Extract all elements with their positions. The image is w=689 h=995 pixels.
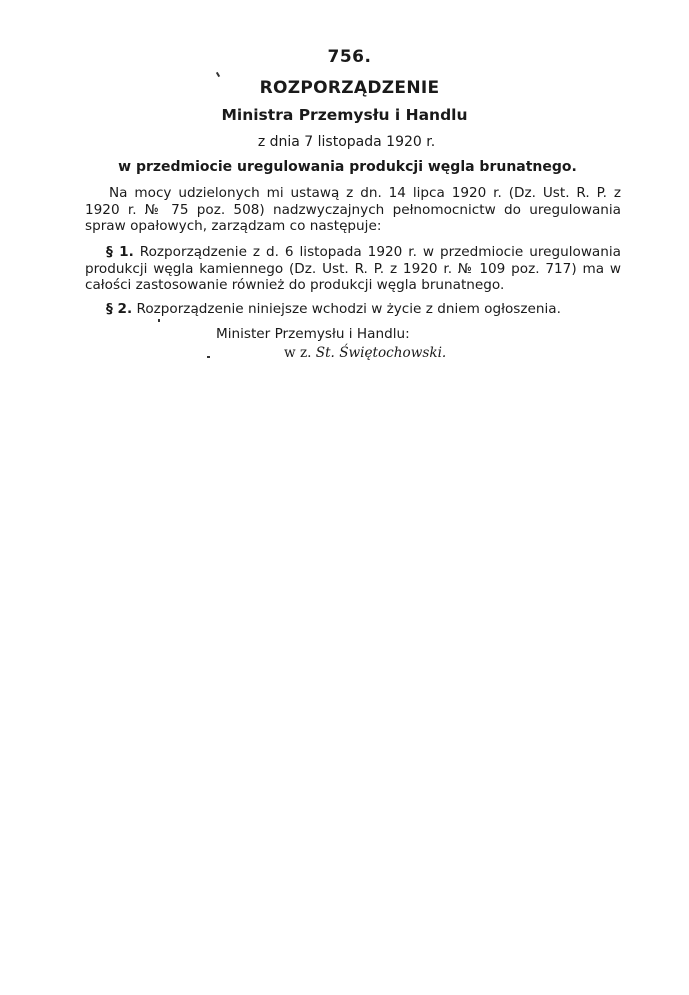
issuing-authority: Ministra Przemysłu i Handlu [221, 106, 468, 124]
section-1-text: Rozporządzenie z d. 6 listopada 1920 r. w przedmiocie uregulowania produkcji węgla kamiennego (Dz. Ust. R. P. z 1920 r. № 109 poz. 717) ma w całości zastosowanie również do produkcji węgla brunatnego. [85, 244, 621, 293]
section-1-paragraph [85, 244, 621, 294]
section-1-mark: § 1. [106, 244, 134, 260]
document-title: ROZPORZĄDZENIE [259, 78, 440, 98]
signature-prefix: w z. [284, 345, 312, 361]
document-subject: w przedmiocie uregulowania produkcji węgla brunatnego. [118, 159, 577, 175]
preamble-paragraph [85, 185, 621, 235]
ink-mark [158, 319, 160, 322]
page-number: 756. [327, 47, 372, 67]
signature-line [284, 345, 446, 361]
ink-mark [207, 356, 210, 358]
signature-title: Minister Przemysłu i Handlu: [216, 326, 410, 342]
section-2-mark: § 2. [106, 301, 133, 317]
preamble-text: Na mocy udzielonych mi ustawą z dn. 14 lipca 1920 r. (Dz. Ust. R. P. z 1920 r. № 75 poz. 508) nadzwyczajnych pełnomocnictw do uregulowania spraw opałowych, zarządzam co następuje: [85, 185, 621, 234]
section-2-paragraph [85, 301, 621, 318]
ink-mark [216, 72, 220, 77]
document-date: z dnia 7 listopada 1920 r. [257, 134, 436, 150]
signature-name: St. Świętochowski. [315, 345, 447, 361]
section-2-text: Rozporządzenie niniejsze wchodzi w życie z dniem ogłoszenia. [136, 301, 561, 317]
